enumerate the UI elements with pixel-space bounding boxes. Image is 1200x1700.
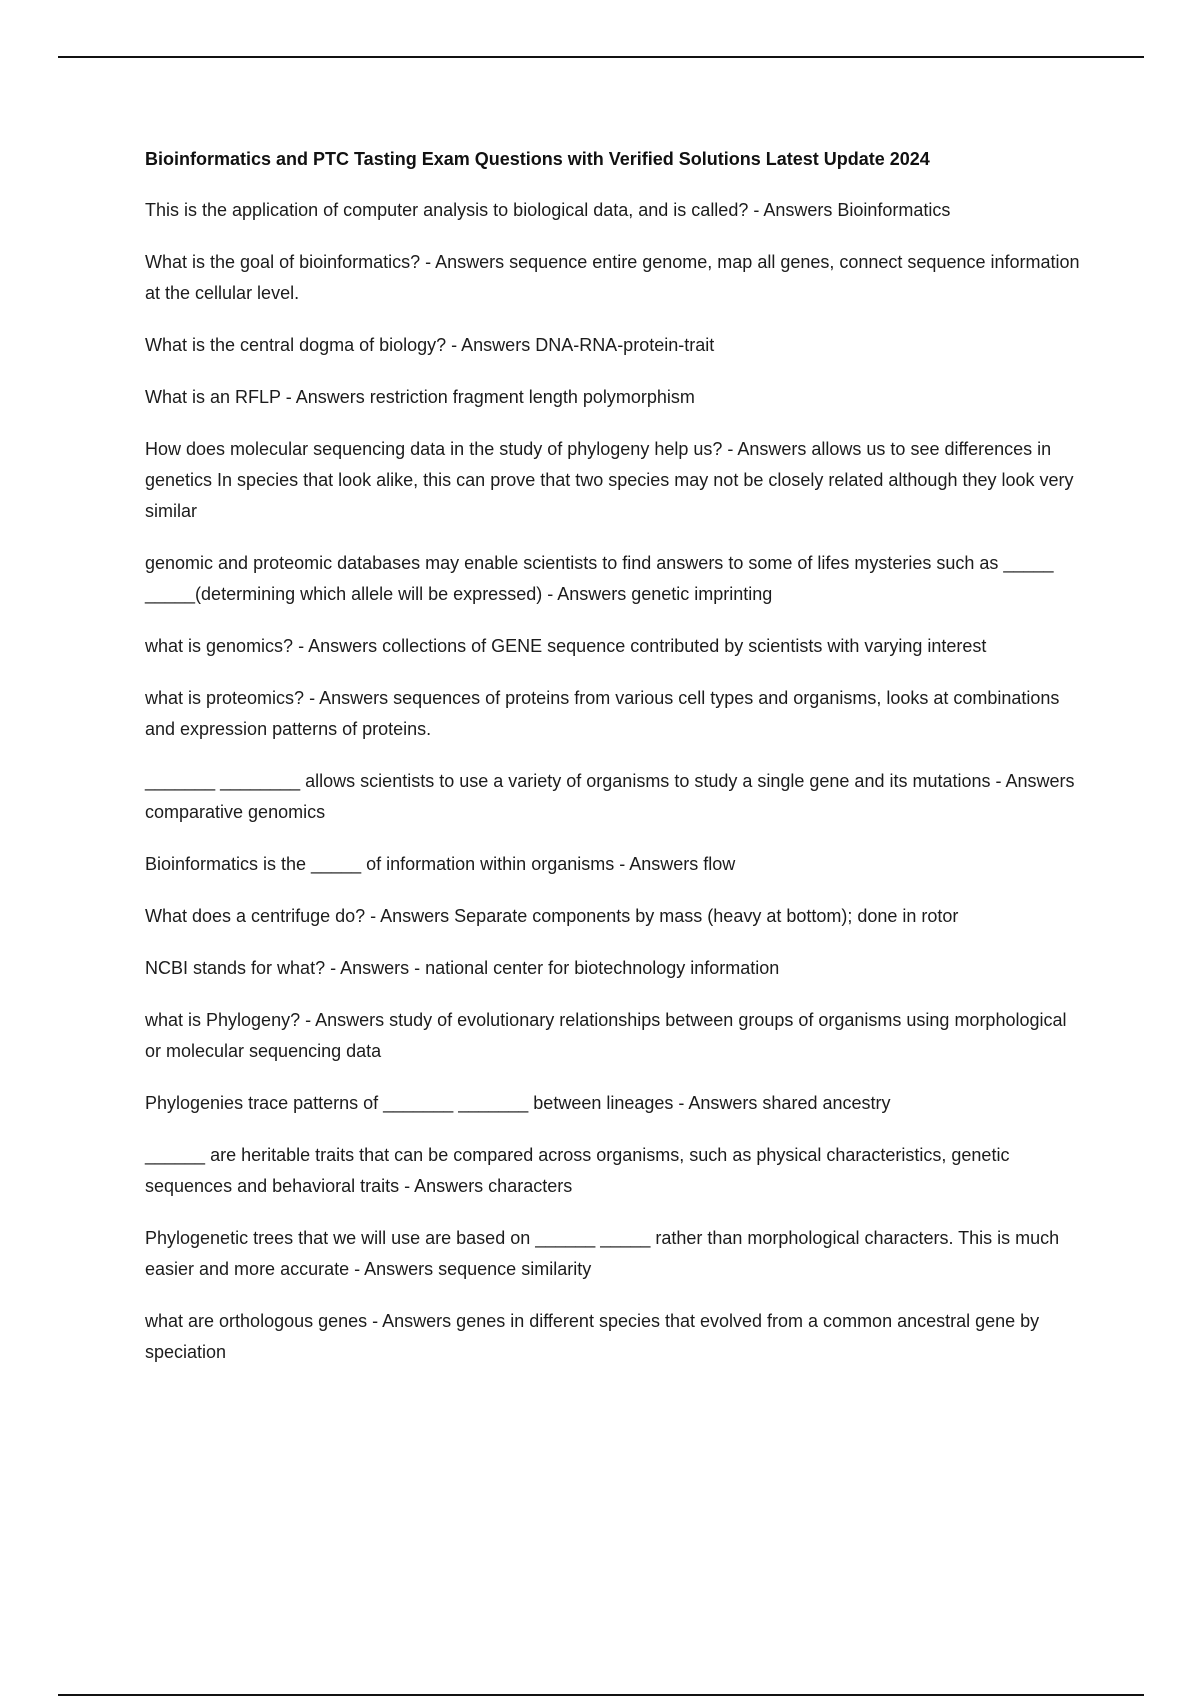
qa-item: what is Phylogeny? - Answers study of evolutionary relationships between groups of organisms using morphological or molecular sequencing data xyxy=(145,1010,1067,1061)
qa-item: NCBI stands for what? - Answers - national center for biotechnology information xyxy=(145,958,780,978)
qa-item: ______ are heritable traits that can be compared across organisms, such as physical characteristics, genetic sequences and behavioral traits - Answers characters xyxy=(145,1145,1010,1196)
qa-item: what is proteomics? - Answers sequences of proteins from various cell types and organisms, looks at combinations and expression patterns of proteins. xyxy=(145,688,1060,739)
qa-item: What does a centrifuge do? - Answers Separate components by mass (heavy at bottom); done in rotor xyxy=(145,906,959,926)
qa-item: Phylogenies trace patterns of _______ _______ between lineages - Answers shared ancestry xyxy=(145,1093,891,1113)
header-rule xyxy=(58,56,1144,58)
qa-item: Phylogenetic trees that we will use are based on ______ _____ rather than morphological characters. This is much easier and more accurate - Answers sequence similarity xyxy=(145,1228,1060,1279)
qa-item: How does molecular sequencing data in the study of phylogeny help us? - Answers allows us to see differences in genetics In species that look alike, this can prove that two species may not be closely related although they look very similar xyxy=(145,439,1074,521)
qa-item: This is the application of computer analysis to biological data, and is called? - Answers Bioinformatics xyxy=(145,200,951,220)
document-body xyxy=(145,145,1085,1389)
document-title: Bioinformatics and PTC Tasting Exam Questions with Verified Solutions Latest Update 2024 xyxy=(145,149,930,169)
qa-item: _______ ________ allows scientists to use a variety of organisms to study a single gene and its mutations - Answers comparative genomics xyxy=(145,771,1075,822)
qa-item: What is the goal of bioinformatics? - Answers sequence entire genome, map all genes, connect sequence information at the cellular level. xyxy=(145,252,1080,303)
qa-item: what is genomics? - Answers collections of GENE sequence contributed by scientists with varying interest xyxy=(145,636,987,656)
qa-item: genomic and proteomic databases may enable scientists to find answers to some of lifes mysteries such as _____ _____(determining which allele will be expressed) - Answers genetic imprinting xyxy=(145,553,1054,604)
qa-item: Bioinformatics is the _____ of information within organisms - Answers flow xyxy=(145,854,736,874)
qa-item: what are orthologous genes - Answers genes in different species that evolved from a common ancestral gene by speciation xyxy=(145,1311,1040,1362)
footer-rule xyxy=(58,1694,1144,1696)
qa-item: What is the central dogma of biology? - Answers DNA-RNA-protein-trait xyxy=(145,335,715,355)
qa-item: What is an RFLP - Answers restriction fragment length polymorphism xyxy=(145,387,695,407)
